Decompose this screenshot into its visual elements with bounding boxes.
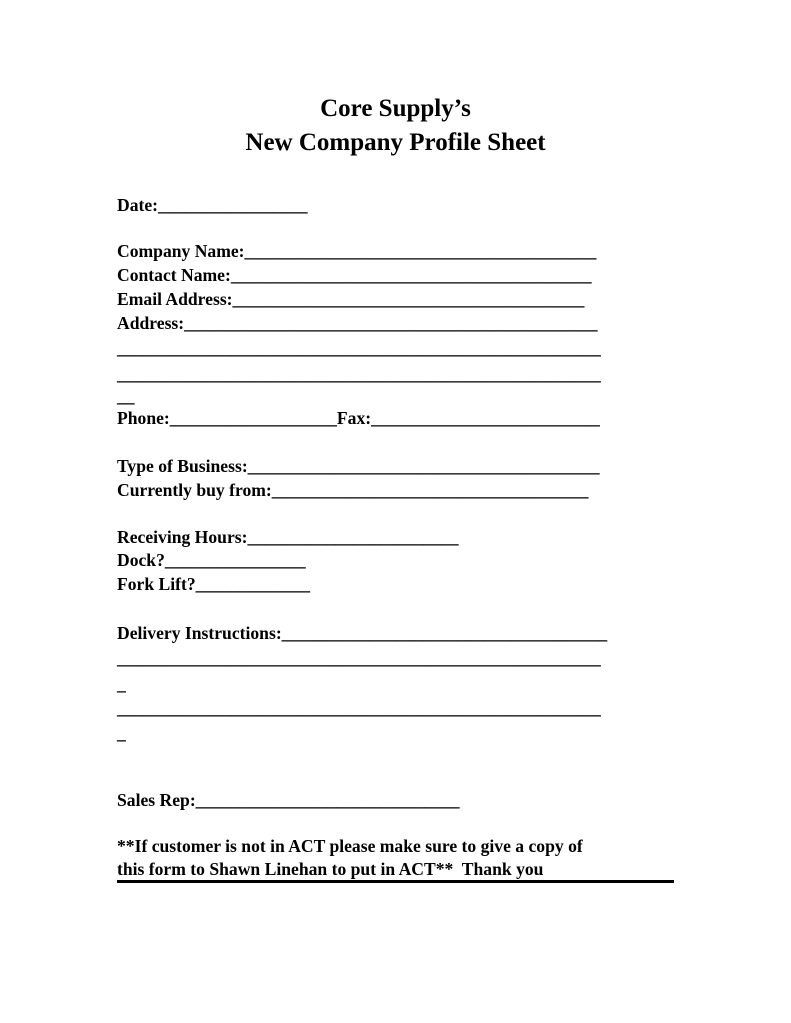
title-line-1: Core Supply’s	[320, 95, 471, 122]
address-continuation-line[interactable]: __	[117, 386, 135, 406]
receiving-hours-field[interactable]: Receiving Hours:________________________	[117, 527, 459, 547]
date-field[interactable]: Date:_________________	[117, 195, 308, 215]
bottom-rule	[117, 880, 674, 883]
sales-rep-field[interactable]: Sales Rep:______________________________	[117, 790, 460, 810]
delivery-continuation-line[interactable]: _	[117, 674, 126, 694]
delivery-continuation-line[interactable]: _______________________________________________________	[117, 648, 601, 668]
company-name-field[interactable]: Company Name:________________________________________	[117, 241, 597, 261]
delivery-instructions-field[interactable]: Delivery Instructions:_____________________________________	[117, 623, 608, 643]
phone-fax-field[interactable]: Phone:___________________Fax:__________________________	[117, 408, 600, 428]
note-line-1: **If customer is not in ACT please make sure to give a copy of	[117, 836, 583, 856]
contact-name-field[interactable]: Contact Name:_________________________________________	[117, 265, 592, 285]
delivery-continuation-line[interactable]: _______________________________________________________	[117, 698, 601, 718]
type-of-business-field[interactable]: Type of Business:________________________________________	[117, 456, 600, 476]
note-line-2: this form to Shawn Linehan to put in ACT** Thank you	[117, 859, 544, 879]
delivery-continuation-line[interactable]: _	[117, 723, 126, 743]
address-continuation-line[interactable]: _______________________________________________________	[117, 338, 601, 358]
address-continuation-line[interactable]: _______________________________________________________	[117, 364, 601, 384]
dock-field[interactable]: Dock?________________	[117, 550, 306, 570]
title-line-2: New Company Profile Sheet	[245, 129, 546, 156]
email-address-field[interactable]: Email Address:________________________________________	[117, 289, 585, 309]
currently-buy-from-field[interactable]: Currently buy from:____________________________________	[117, 480, 589, 500]
fork-lift-field[interactable]: Fork Lift?_____________	[117, 574, 311, 594]
address-field[interactable]: Address:_______________________________________________	[117, 313, 598, 333]
